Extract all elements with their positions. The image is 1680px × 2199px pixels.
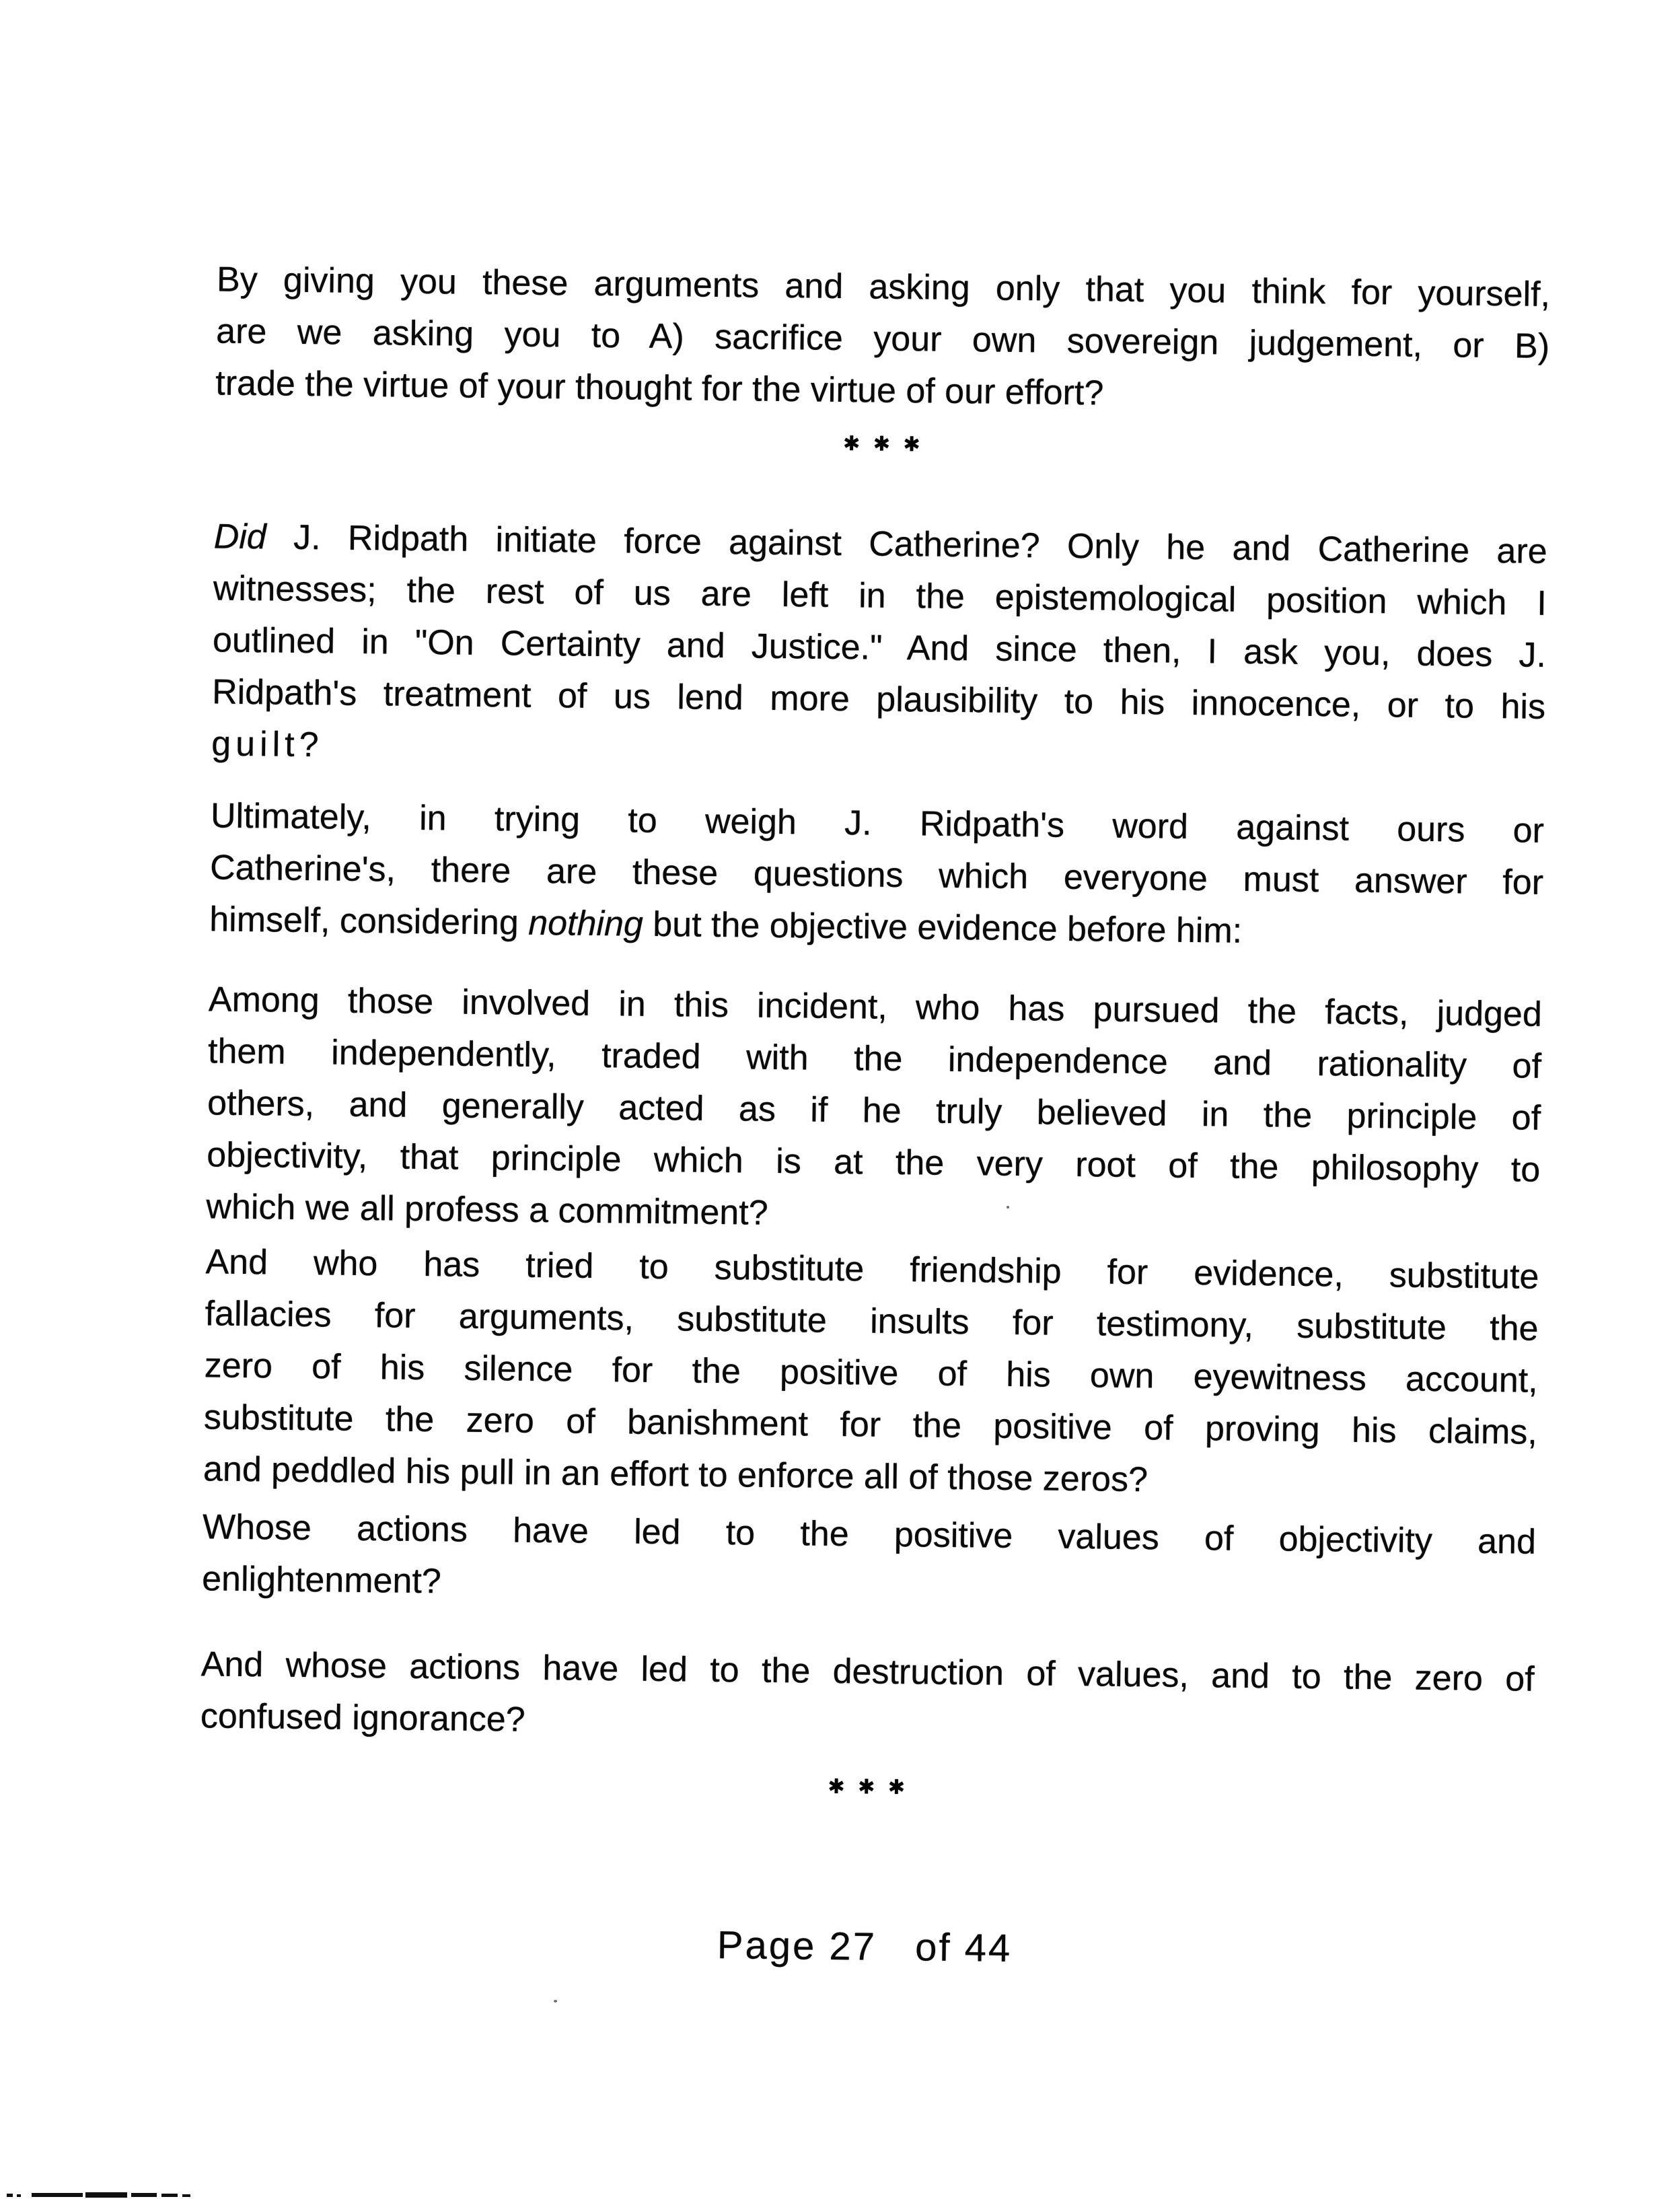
paragraph-4 xyxy=(206,974,1542,1248)
page-number-footer: Page 27 of 44 xyxy=(717,1923,1013,1971)
text-segment: outlined in "On Certainty and Justice." And since then, I ask you, does J. xyxy=(212,620,1547,675)
text-segment: J. Ridpath initiate force against Catherine? Only he and Catherine are xyxy=(266,517,1547,571)
scan-artifact-speck xyxy=(554,2000,557,2003)
asterisk-separator: ✱ ✱ ✱ xyxy=(842,432,920,457)
italic-text: nothing xyxy=(527,903,644,944)
text-segment: others, and generally acted as if he truly believed in the principle of xyxy=(207,1083,1541,1138)
text-segment: Among those involved in this incident, who has pursued the facts, judged xyxy=(208,980,1543,1034)
scan-artifact-dash xyxy=(17,2194,21,2197)
text-segment: And who has tried to substitute friendship for evidence, substitute xyxy=(205,1242,1539,1297)
text-segment: Catherine's, there are these questions which everyone must answer for xyxy=(209,848,1544,902)
text-segment: confused ignorance? xyxy=(200,1696,525,1739)
text-segment: And whose actions have led to the destruction of values, and to the zero of xyxy=(200,1645,1535,1699)
text-segment: objectivity, that principle which is at the very root of the philosophy to xyxy=(207,1135,1541,1190)
text-segment: and peddled his pull in an effort to enforce all of those zeros? xyxy=(203,1449,1148,1500)
paragraph-3 xyxy=(209,790,1544,960)
text-segment: Ridpath's treatment of us lend more plausibility to his innocence, or to his xyxy=(211,672,1546,727)
paragraph-7 xyxy=(200,1638,1535,1757)
paragraph-2 xyxy=(211,511,1547,785)
text-segment: which we all profess a commitment? xyxy=(206,1187,768,1233)
text-segment: Ultimately, in trying to weigh J. Ridpath's word against ours or xyxy=(210,796,1545,851)
paragraph-5 xyxy=(203,1236,1539,1510)
text-segment: substitute the zero of banishment for the positive of proving his claims, xyxy=(203,1398,1538,1452)
text-segment: enlightenment? xyxy=(201,1559,442,1601)
text-segment: guilt? xyxy=(211,724,324,765)
text-segment: fallacies for arguments, substitute insults for testimony, substitute the xyxy=(205,1294,1539,1348)
text-segment: are we asking you to A) sacrifice your own sovereign judgement, or B) xyxy=(215,312,1550,366)
text-segment: Whose actions have led to the positive values of objectivity and xyxy=(202,1507,1537,1562)
scan-artifact-dash xyxy=(7,2194,13,2197)
scan-artifact-dash xyxy=(131,2193,157,2197)
paragraph-6 xyxy=(202,1501,1537,1620)
scan-artifact-dash xyxy=(85,2192,127,2198)
scan-artifact-dash xyxy=(182,2194,190,2197)
body-text xyxy=(3,0,1680,1739)
text-segment: himself, considering xyxy=(209,900,529,943)
text-segment: trade the virtue of your thought for the virtue of our effort? xyxy=(215,363,1104,413)
text-segment: zero of his silence for the positive of his own eyewitness account, xyxy=(204,1346,1538,1400)
paragraph-1 xyxy=(215,254,1550,424)
text-segment: witnesses; the rest of us are left in the epistemological position which I xyxy=(213,569,1547,623)
text-segment: but the objective evidence before him: xyxy=(643,904,1243,951)
italic-text: Did xyxy=(213,517,267,557)
scan-artifact-dash xyxy=(32,2193,83,2197)
scan-artifact-speck xyxy=(1007,1206,1009,1209)
text-segment: By giving you these arguments and asking only that you think for yourself, xyxy=(216,260,1551,314)
scan-artifact-dash xyxy=(161,2194,178,2197)
asterisk-separator: ✱ ✱ ✱ xyxy=(828,1774,906,1800)
text-segment: them independently, traded with the independence and rationality of xyxy=(207,1032,1542,1086)
